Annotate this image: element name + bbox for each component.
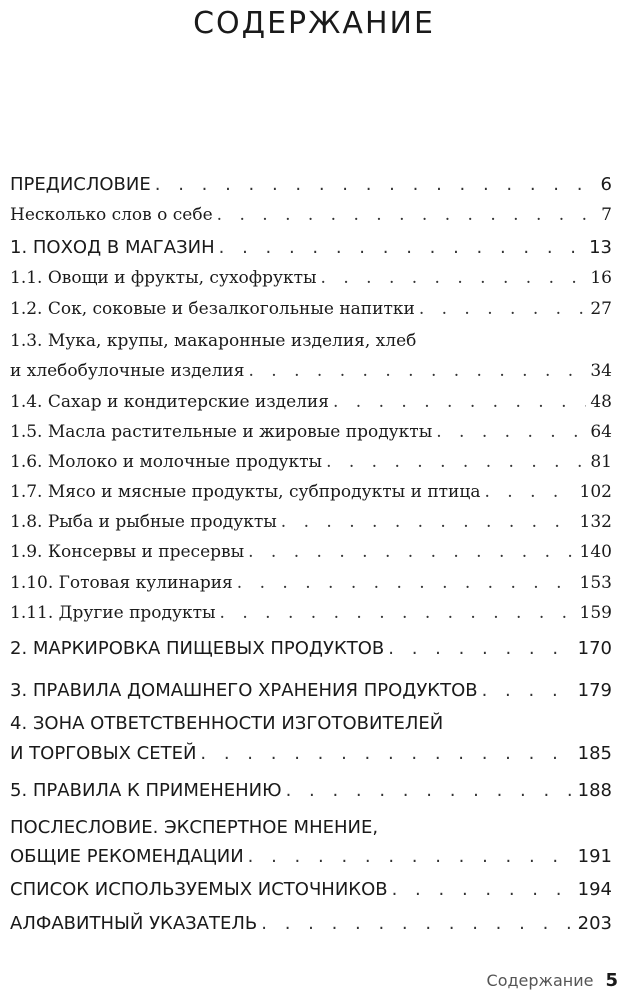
toc-entry-index[interactable]	[10, 913, 612, 934]
toc-entry-page: 81	[590, 452, 612, 472]
dot-leader	[333, 392, 586, 412]
toc-entry-page: 64	[590, 422, 612, 442]
dot-leader	[248, 846, 574, 867]
dot-leader	[388, 638, 573, 659]
dot-leader	[155, 174, 597, 195]
page-title: СОДЕРЖАНИЕ	[193, 6, 435, 41]
toc-entry-page: 194	[577, 879, 612, 900]
toc-entry-page: 27	[590, 299, 612, 319]
dot-leader	[321, 268, 587, 288]
toc-entry-label: ПРЕДИСЛОВИЕ	[10, 174, 151, 195]
dot-leader	[436, 422, 586, 442]
toc-entry-label: АЛФАВИТНЫЙ УКАЗАТЕЛЬ	[10, 913, 258, 934]
dot-leader	[248, 542, 575, 562]
toc-entry-sources[interactable]	[10, 879, 612, 900]
toc-entry-label: И ТОРГОВЫХ СЕТЕЙ	[10, 743, 197, 764]
toc-entry-page: 34	[590, 361, 612, 381]
toc-entry-page: 179	[577, 680, 612, 701]
toc-entry-page: 132	[579, 512, 612, 532]
toc-entry-label: 1.8. Рыба и рыбные продукты	[10, 512, 277, 532]
toc-entry-label: 1.7. Мясо и мясные продукты, субпродукты и птица	[10, 482, 481, 502]
toc-entry-page: 13	[589, 237, 612, 258]
toc-entry-page: 140	[579, 542, 612, 562]
toc-entry-preface[interactable]	[10, 174, 612, 195]
toc-entry-label: 1.9. Консервы и пресервы	[10, 542, 245, 562]
running-head: Содержание	[486, 971, 594, 990]
toc-entry-label: 1.2. Сок, соковые и безалкогольные напитки	[10, 299, 415, 319]
toc-entry-1-4[interactable]	[10, 392, 612, 412]
toc-entry-chapter-2[interactable]	[10, 638, 612, 659]
dot-leader	[392, 879, 574, 900]
dot-leader	[200, 743, 573, 764]
toc-entry-label: 1.10. Готовая кулинария	[10, 573, 233, 593]
toc-entry-1-6[interactable]	[10, 452, 612, 472]
toc-entry-label: 1. ПОХОД В МАГАЗИН	[10, 237, 215, 258]
toc-entry-chapter-4-line1[interactable]: 4. ЗОНА ОТВЕТСТВЕННОСТИ ИЗГОТОВИТЕЛЕЙ	[10, 713, 444, 734]
dot-leader	[261, 913, 573, 934]
toc-entry-afterword-line1[interactable]: ПОСЛЕСЛОВИЕ. ЭКСПЕРТНОЕ МНЕНИЕ,	[10, 817, 379, 838]
toc-entry-chapter-1[interactable]	[10, 237, 612, 258]
toc-entry-label: 3. ПРАВИЛА ДОМАШНЕГО ХРАНЕНИЯ ПРОДУКТОВ	[10, 680, 478, 701]
toc-entry-about-self[interactable]	[10, 205, 612, 225]
toc-entry-label: Несколько слов о себе	[10, 205, 213, 225]
dot-leader	[220, 603, 576, 623]
toc-entry-label: и хлебобулочные изделия	[10, 361, 245, 381]
toc-entry-chapter-4[interactable]	[10, 743, 612, 764]
toc-entry-page: 6	[600, 174, 612, 195]
toc-entry-1-3-line1[interactable]: 1.3. Мука, крупы, макаронные изделия, хлеб	[10, 331, 417, 351]
dot-leader	[248, 361, 586, 381]
toc-entry-label: 1.5. Масла растительные и жировые продукты	[10, 422, 433, 442]
toc-entry-page: 16	[590, 268, 612, 288]
dot-leader	[484, 482, 575, 502]
toc-entry-page: 203	[577, 913, 612, 934]
toc-entry-1-9[interactable]	[10, 542, 612, 562]
toc-entry-page: 170	[577, 638, 612, 659]
dot-leader	[281, 512, 576, 532]
toc-entry-page: 7	[601, 205, 612, 225]
toc-entry-page: 191	[577, 846, 612, 867]
dot-leader	[326, 452, 586, 472]
toc-entry-page: 153	[579, 573, 612, 593]
toc-entry-afterword[interactable]	[10, 846, 612, 867]
toc-entry-chapter-5[interactable]	[10, 780, 612, 801]
toc-entry-label: СПИСОК ИСПОЛЬЗУЕМЫХ ИСТОЧНИКОВ	[10, 879, 388, 900]
toc-entry-label: ОБЩИЕ РЕКОМЕНДАЦИИ	[10, 846, 244, 867]
toc-entry-label: 1.1. Овощи и фрукты, сухофрукты	[10, 268, 317, 288]
toc-entry-1-2[interactable]	[10, 299, 612, 319]
toc-entry-1-10[interactable]	[10, 573, 612, 593]
page-number: 5	[605, 970, 618, 991]
toc-entry-label: 1.6. Молоко и молочные продукты	[10, 452, 323, 472]
page-footer	[487, 970, 618, 991]
toc-entry-label: 2. МАРКИРОВКА ПИЩЕВЫХ ПРОДУКТОВ	[10, 638, 385, 659]
dot-leader	[419, 299, 587, 319]
toc-entry-page: 102	[579, 482, 612, 502]
toc-entry-1-11[interactable]	[10, 603, 612, 623]
dot-leader	[219, 237, 585, 258]
dot-leader	[286, 780, 574, 801]
toc-entry-1-7[interactable]	[10, 482, 612, 502]
toc-entry-1-8[interactable]	[10, 512, 612, 532]
toc-entry-label: 5. ПРАВИЛА К ПРИМЕНЕНИЮ	[10, 780, 282, 801]
toc-entry-1-5[interactable]	[10, 422, 612, 442]
toc-entry-1-1[interactable]	[10, 268, 612, 288]
toc-entry-label: 1.11. Другие продукты	[10, 603, 216, 623]
dot-leader	[482, 680, 574, 701]
toc-entry-page: 185	[577, 743, 612, 764]
toc-entry-chapter-3[interactable]	[10, 680, 612, 701]
toc-entry-label: 1.4. Сахар и кондитерские изделия	[10, 392, 329, 412]
toc-entry-page: 188	[577, 780, 612, 801]
dot-leader	[237, 573, 576, 593]
dot-leader	[217, 205, 598, 225]
toc-entry-page: 48	[590, 392, 612, 412]
toc-entry-page: 159	[579, 603, 612, 623]
toc-entry-1-3[interactable]	[10, 361, 612, 381]
